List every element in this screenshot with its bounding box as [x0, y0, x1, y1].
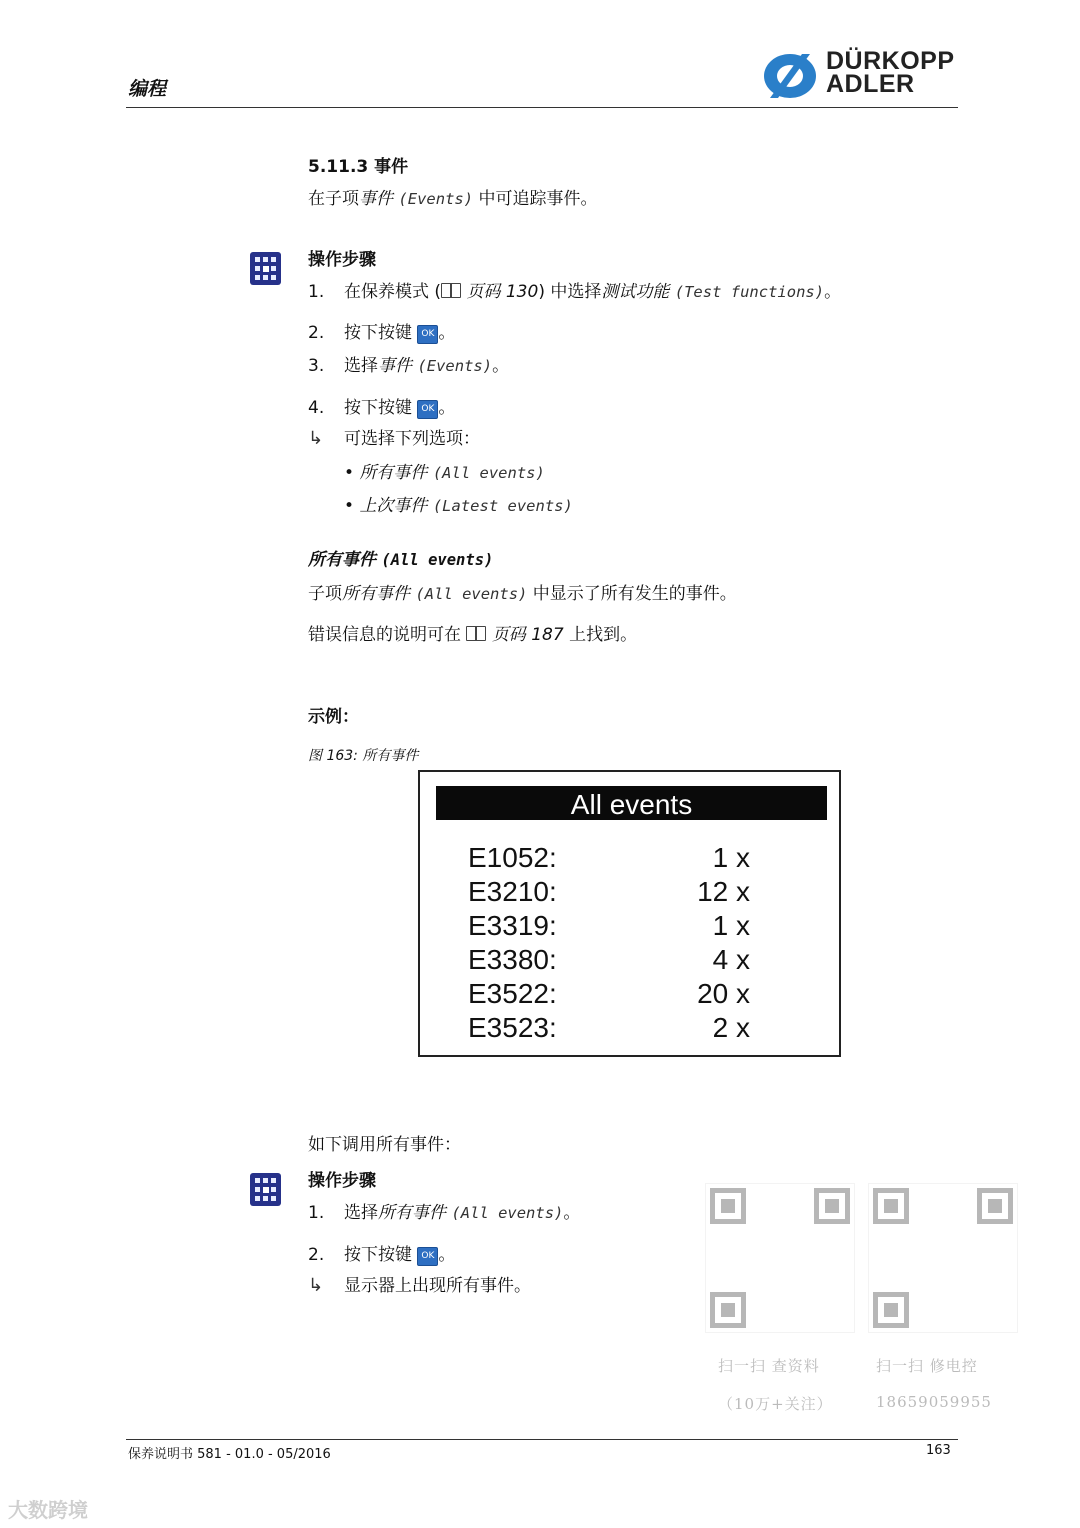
step-1 — [308, 277, 841, 302]
result-text: 显示器上出现所有事件。 — [344, 1276, 531, 1296]
step-text: 。 — [438, 398, 456, 418]
option-code: (Latest events) — [432, 497, 573, 515]
step-text: 选择 — [344, 356, 378, 376]
step-number: 1. — [308, 282, 325, 302]
procedure-icon — [250, 252, 281, 285]
event-count: 20 x — [697, 978, 750, 1009]
step-code: (All events) — [451, 1204, 564, 1222]
bullet: • — [344, 496, 355, 516]
bullet: • — [344, 463, 355, 483]
header-divider — [126, 107, 958, 108]
example-label: 示例： — [308, 707, 359, 727]
step-number: 1. — [308, 1203, 325, 1223]
step-term: 事件 — [378, 356, 412, 376]
step-2 — [308, 1240, 455, 1266]
procedure-icon — [250, 1173, 281, 1206]
step-text: 按下按键 — [344, 323, 412, 343]
step-text: 。 — [438, 1245, 456, 1265]
intro-post: 中可追踪事件。 — [478, 189, 598, 209]
procedure-title: 操作步骤 — [308, 250, 376, 270]
subsection-term: 所有事件 — [308, 550, 376, 570]
section-heading: 5.11.3 事件 — [308, 157, 409, 177]
paragraph — [308, 620, 637, 645]
display-screen — [418, 770, 841, 1057]
step-2 — [308, 318, 455, 344]
step-text: 选择 — [344, 1203, 378, 1223]
intro-paragraph — [308, 184, 597, 209]
result-arrow-icon: ↳ — [308, 1275, 324, 1296]
event-count: 1 x — [712, 910, 750, 941]
brand-logo-icon — [762, 52, 822, 100]
step-result — [308, 424, 480, 449]
step-text: 按下按键 — [344, 1245, 412, 1265]
qr-caption: （10万+关注） — [718, 1395, 833, 1413]
watermark: 大数跨境 — [8, 1498, 88, 1522]
step-3 — [308, 351, 509, 376]
book-icon — [466, 626, 486, 641]
page-number: 163 — [926, 1443, 951, 1458]
brand-name — [826, 47, 955, 98]
subsection-title — [308, 545, 493, 570]
figure-caption: 图 163: 所有事件 — [308, 748, 419, 764]
result-arrow-icon: ↳ — [308, 428, 324, 449]
intro-pre: 在子项 — [308, 189, 359, 209]
page-reference-link[interactable]: 页码 187 — [491, 625, 564, 645]
step-number: 3. — [308, 356, 325, 376]
step-term: 测试功能 — [601, 282, 670, 302]
intro-term: 事件 — [359, 189, 393, 209]
para-text: 中显示了所有发生的事件。 — [532, 584, 737, 604]
step-number: 2. — [308, 323, 325, 343]
para-text: 子项 — [308, 584, 342, 604]
option-item — [344, 458, 545, 483]
book-icon — [441, 283, 461, 298]
qr-code-icon — [705, 1183, 855, 1333]
para-code: (All events) — [415, 585, 528, 603]
ok-key-icon: OK — [417, 400, 438, 419]
procedure-title: 操作步骤 — [308, 1171, 376, 1191]
step-text: 按下按键 — [344, 398, 412, 418]
section-header: 编程 — [128, 78, 167, 100]
option-code: (All events) — [432, 464, 545, 482]
step-term: 所有事件 — [378, 1203, 446, 1223]
footer-divider — [126, 1439, 958, 1440]
qr-caption: 18659059955 — [876, 1393, 992, 1411]
step-text: 。 — [824, 282, 842, 302]
step-code: (Events) — [417, 357, 493, 375]
result-text: 可选择下列选项： — [344, 429, 480, 449]
qr-caption: 扫一扫 查资料 — [718, 1357, 820, 1375]
event-code: E3210: — [468, 876, 557, 907]
subsection-code: (All events) — [381, 551, 494, 569]
paragraph — [308, 579, 737, 604]
qr-code-icon — [868, 1183, 1018, 1333]
footer-doc-info: 保养说明书 581 - 01.0 - 05/2016 — [128, 1447, 331, 1462]
step-text: 在保养模式 ( — [344, 282, 442, 302]
ok-key-icon: OK — [417, 1247, 438, 1266]
event-count: 2 x — [712, 1012, 750, 1043]
step-1 — [308, 1198, 580, 1223]
option-term: 所有事件 — [359, 463, 428, 483]
event-code: E1052: — [468, 842, 557, 873]
step-number: 4. — [308, 398, 325, 418]
para-term: 所有事件 — [342, 584, 410, 604]
event-code: E3319: — [468, 910, 557, 941]
brand-line2: ADLER — [826, 70, 915, 98]
step-text: 。 — [563, 1203, 581, 1223]
qr-caption: 扫一扫 修电控 — [876, 1357, 978, 1375]
call-text: 如下调用所有事件： — [308, 1135, 461, 1155]
step-code: (Test functions) — [674, 283, 825, 301]
step-text: 。 — [438, 323, 456, 343]
para-text: 错误信息的说明可在 — [308, 625, 461, 645]
option-term: 上次事件 — [359, 496, 428, 516]
event-code: E3522: — [468, 978, 557, 1009]
event-count: 1 x — [712, 842, 750, 873]
event-count: 4 x — [712, 944, 750, 975]
step-text: 。 — [492, 356, 510, 376]
brand-line1: DÜRKOPP — [826, 47, 955, 75]
event-code: E3380: — [468, 944, 557, 975]
page-reference-link[interactable]: 页码 130 — [466, 282, 539, 302]
step-result — [308, 1271, 531, 1296]
step-4 — [308, 393, 455, 419]
option-item — [344, 491, 573, 516]
step-number: 2. — [308, 1245, 325, 1265]
ok-key-icon: OK — [417, 325, 438, 344]
event-code: E3523: — [468, 1012, 557, 1043]
step-text: ) 中选择 — [538, 282, 602, 302]
para-text: 上找到。 — [569, 625, 638, 645]
screen-title: All events — [436, 786, 827, 820]
intro-code: (Events) — [398, 190, 474, 208]
event-count: 12 x — [697, 876, 750, 907]
